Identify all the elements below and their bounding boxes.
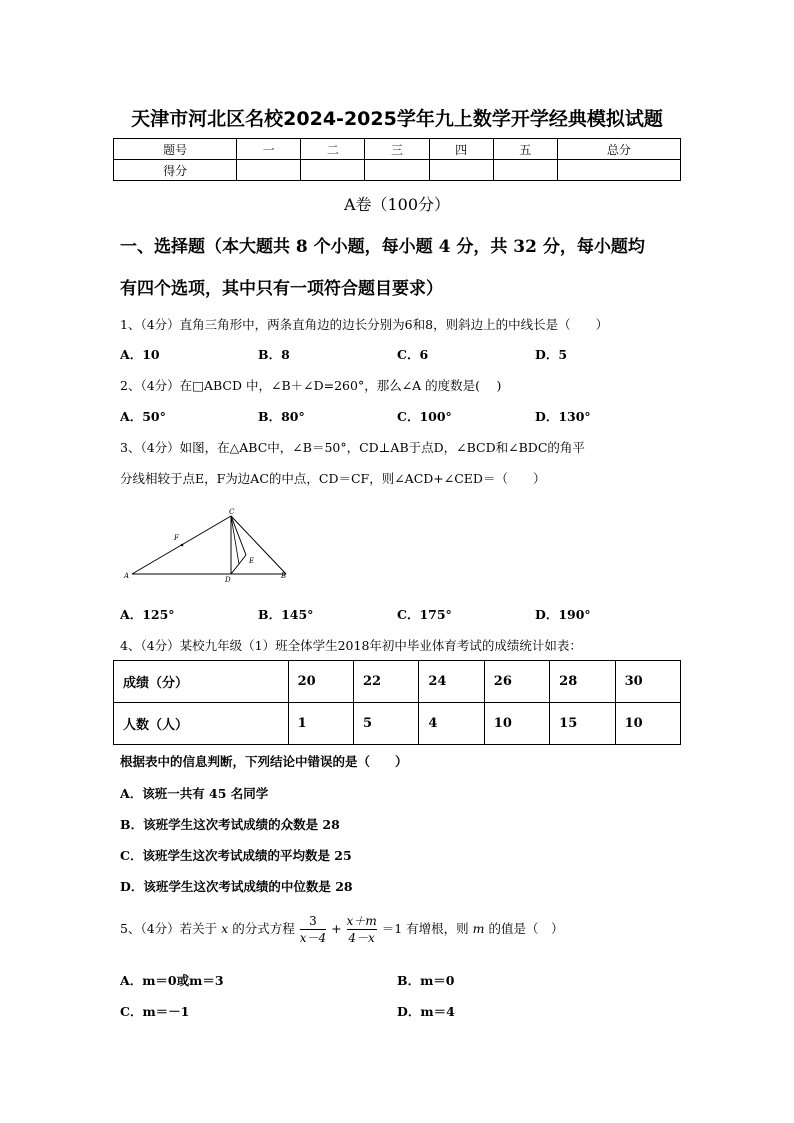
q1-option-c: C．6 — [397, 347, 429, 362]
triangle-figure — [118, 505, 293, 585]
q1-option-d: D．5 — [535, 347, 568, 362]
question-5-text — [120, 913, 563, 946]
score-input-cell — [365, 160, 429, 181]
q5-option-b: B．m＝0 — [397, 973, 455, 988]
q2-option-a: A．50° — [120, 409, 166, 424]
q4-option-c: C．该班学生这次考试成绩的平均数是 25 — [120, 848, 352, 863]
question-1-text: 1、（4分）直角三角形中，两条直角边的边长分别为6和8，则斜边上的中线长是（ ） — [120, 317, 609, 332]
table-cell: 22 — [354, 661, 419, 703]
table-cell: 1 — [288, 703, 353, 745]
q5-option-c: C．m＝－1 — [120, 1004, 190, 1019]
table-cell: 28 — [550, 661, 615, 703]
table-cell: 24 — [419, 661, 484, 703]
table-cell: 5 — [354, 703, 419, 745]
table-cell: 10 — [615, 703, 680, 745]
q5-equals: ＝1 — [381, 921, 403, 936]
label-c: C — [229, 508, 235, 516]
q3-option-a: A．125° — [120, 607, 175, 622]
section-1-heading-line2: 有四个选项，其中只有一项符合题目要求） — [120, 279, 443, 299]
q5-var-m: m — [472, 921, 485, 936]
q2-option-d: D．130° — [535, 409, 591, 424]
table-row — [114, 160, 681, 181]
score-cell: 总分 — [557, 139, 680, 160]
score-cell: 三 — [365, 139, 429, 160]
q4-option-b: B．该班学生这次考试成绩的众数是 28 — [120, 817, 340, 832]
q3-option-d: D．190° — [535, 607, 591, 622]
score-cell: 四 — [429, 139, 493, 160]
fraction-1 — [300, 913, 326, 946]
q3-option-b: B．145° — [258, 607, 314, 622]
q2-option-b: B．80° — [258, 409, 305, 424]
label-b: B — [281, 572, 287, 580]
q5-suffix2: 的值是（ ） — [488, 921, 564, 936]
q1-option-b: B．8 — [258, 347, 290, 362]
section-1-heading-line1: 一、选择题（本大题共 8 个小题，每小题 4 分，共 32 分，每小题均 — [120, 237, 645, 257]
fraction-2-numerator: x＋m — [346, 914, 377, 928]
question-3-line2: 分线相较于点E，F为边AC的中点，CD＝CF，则∠ACD+∠CED＝（ ） — [120, 471, 546, 486]
question-4-text: 4、（4分）某校九年级（1）班全体学生2018年初中毕业体育考试的成绩统计如表： — [120, 638, 582, 653]
label-a: A — [124, 572, 130, 580]
table-row — [114, 139, 681, 160]
label-d: D — [225, 576, 231, 584]
q5-var-x: x — [221, 921, 229, 936]
fraction-2-denominator: 4－x — [348, 931, 375, 945]
table-cell: 30 — [615, 661, 680, 703]
q4-option-d: D．该班学生这次考试成绩的中位数是 28 — [120, 879, 353, 894]
label-f: F — [174, 534, 179, 542]
fraction-1-denominator: x－4 — [299, 931, 327, 945]
question-2-text: 2、（4分）在□ABCD 中，∠B＋∠D=260°，那么∠A 的度数是( ) — [120, 378, 502, 393]
stats-table — [113, 660, 681, 745]
label-e: E — [249, 557, 255, 565]
score-table — [113, 138, 681, 181]
fraction-2 — [347, 913, 377, 946]
q3-option-c: C．175° — [397, 607, 452, 622]
q4-option-a: A．该班一共有 45 名同学 — [120, 786, 269, 801]
table-cell: 15 — [550, 703, 615, 745]
score-cell: 一 — [237, 139, 301, 160]
score-cell: 二 — [301, 139, 365, 160]
q2-option-c: C．100° — [397, 409, 452, 424]
question-4-prompt: 根据表中的信息判断，下列结论中错误的是（ ） — [120, 754, 408, 769]
q5-suffix1: 有增根，则 — [406, 921, 469, 936]
section-a-heading: A卷（100分） — [343, 195, 451, 214]
page-title: 天津市河北区名校2024-2025学年九上数学开学经典模拟试题 — [131, 108, 663, 130]
table-cell: 26 — [484, 661, 549, 703]
table-cell: 10 — [484, 703, 549, 745]
q5-mid: 的分式方程 — [232, 921, 295, 936]
q5-plus: + — [331, 921, 342, 936]
score-input-cell — [237, 160, 301, 181]
score-input-cell — [301, 160, 365, 181]
score-cell: 题号 — [114, 139, 237, 160]
table-row — [114, 703, 681, 745]
q5-option-a: A．m＝0或m＝3 — [120, 973, 224, 988]
table-row — [114, 661, 681, 703]
table-cell: 人数（人） — [114, 703, 289, 745]
fraction-1-numerator: 3 — [309, 914, 317, 928]
score-input-cell — [429, 160, 493, 181]
table-cell: 20 — [288, 661, 353, 703]
score-cell: 五 — [493, 139, 557, 160]
score-cell: 得分 — [114, 160, 237, 181]
table-cell: 4 — [419, 703, 484, 745]
q5-prefix: 5、（4分）若关于 — [120, 921, 218, 936]
question-3-line1: 3、（4分）如图，在△ABC中，∠B＝50°，CD⊥AB于点D，∠BCD和∠BDC的角平 — [120, 440, 585, 455]
score-input-cell — [493, 160, 557, 181]
q5-option-d: D．m＝4 — [397, 1004, 455, 1019]
q1-option-a: A．10 — [120, 347, 160, 362]
table-cell: 成绩（分） — [114, 661, 289, 703]
score-input-cell — [557, 160, 680, 181]
